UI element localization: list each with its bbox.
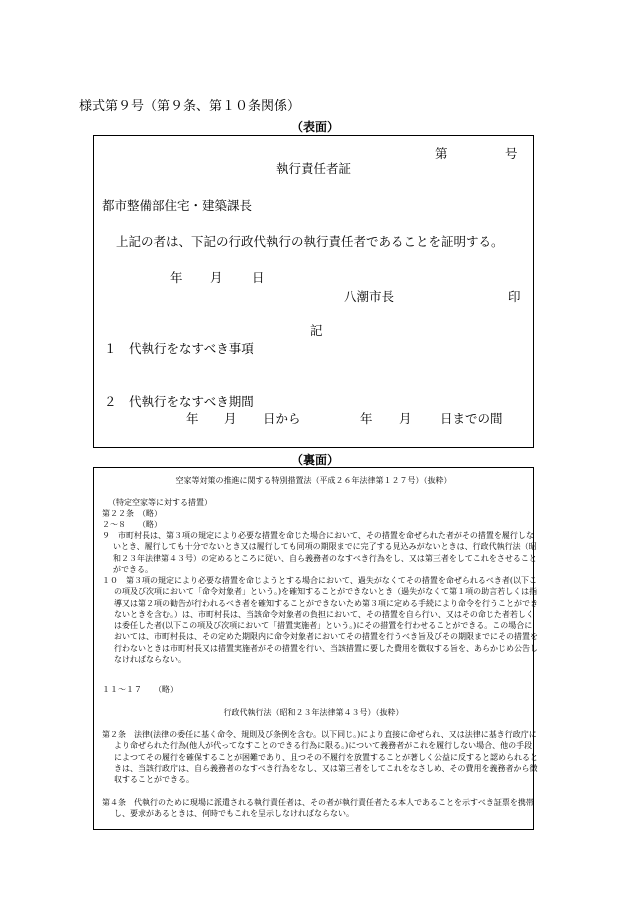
seal-mark: 印 (508, 289, 521, 304)
back-legal-excerpts (93, 467, 538, 830)
date-day: 日 (252, 270, 265, 285)
period-end-year: 年 (360, 411, 373, 426)
article-22: 第２２条 （略） (102, 509, 162, 518)
front-certificate (93, 135, 534, 448)
law1-heading: （特定空家等に対する措置） (108, 498, 212, 507)
issuer-name: 八潮市長 (344, 289, 395, 304)
number-dai: 第 (435, 146, 448, 161)
law2-title: 行政代執行法（昭和２３年法律第４３号）（抜粋） (223, 708, 404, 717)
department-name: 都市整備部住宅・建築課長 (102, 198, 253, 213)
date-month: 月 (210, 270, 223, 285)
article-4: 第４条 代執行のために現場に派遣される執行責任者は、その者が執行責任者たる本人であることを示すべき証票を携帯し、要求があるときは、何時でもこれを呈示しなければならない。 (102, 798, 534, 819)
ki-heading: 記 (310, 323, 323, 338)
period-start-year: 年 (186, 411, 199, 426)
item-2: ２ 代執行をなすべき期間 (104, 394, 254, 409)
period-end-day: 日までの間 (440, 411, 503, 426)
law1-title: 空家等対策の推進に関する特別措置法（平成２６年法律第１２７号）（抜粋） (175, 476, 452, 485)
certificate-title: 執行責任者証 (276, 161, 352, 176)
period-start-day: 日から (263, 411, 301, 426)
number-go: 号 (505, 146, 518, 161)
item-1: １ 代執行をなすべき事項 (104, 341, 254, 356)
period-end-month: 月 (399, 411, 412, 426)
form-title: 様式第９号（第９条、第１０条関係） (79, 99, 301, 114)
back-label: （裏面） (290, 453, 339, 467)
item-10: １０ 第３項の規定により必要な措置を命じようとする場合において、過失がなくてその措置を命ぜられるべき者(以下この項及び次項において「命令対象者」という。)を確知することができないとき（過失がなくて第１項の助言若しくは指導又は第２項の勧告が行われるべき者を確知することができないため第３項に定める手続により命令を行うことができないときを含む。）は、市町村長は、当該命令対象者の負担において、その措置を自ら行い、又はその命じた者若しくは委任した者(以下この項及び次項において「措置実施者」という。)にその措置を行わせることができる。この場合においては、市町村長は、その定めた期限内に命令対象者においてその措置を行うべき旨及びその期限までにその措置を行わないときは市町村長又は措置実施者がその措置を行い、当該措置に要した費用を徴収する旨を、あらかじめ公告しなければならない。 (102, 576, 538, 665)
front-label: （表面） (290, 120, 339, 134)
date-year: 年 (170, 270, 183, 285)
items-2-8: ２～８ （略） (102, 520, 162, 529)
article-2: 第２条 法律(法律の委任に基く命令、規則及び条例を含む。以下同じ。)により直接に命ぜられ、又は法律に基き行政庁により命ぜられた行為(他人が代ってなすことのできる行為に限る。)について義務者がこれを履行しない場合、他の手段によつてその履行を確保することが困難であり、且つその不履行を放置することが著しく公益に反すると認められるときは、当該行政庁は、自ら義務者のなすべき行為をなし、又は第三者をしてこれをなさしめ、その費用を義務者から徴収することができる。 (102, 730, 538, 785)
period-start-month: 月 (224, 411, 237, 426)
items-11-17: １１～１７ （略） (102, 685, 178, 694)
certification-statement: 上記の者は、下記の行政代執行の執行責任者であることを証明する。 (116, 234, 504, 249)
item-9: ９ 市町村長は、第３項の規定により必要な措置を命じた場合において、その措置を命ぜられた者がその措置を履行しないとき、履行しても十分でないとき又は履行しても同項の期限までに完了する見込みがないときは、行政代執行法（昭和２３年法律第４３号）の定めるところに従い、自ら義務者のなすべき行為をし、又は第三者をしてこれをさせることができる。 (102, 531, 537, 574)
